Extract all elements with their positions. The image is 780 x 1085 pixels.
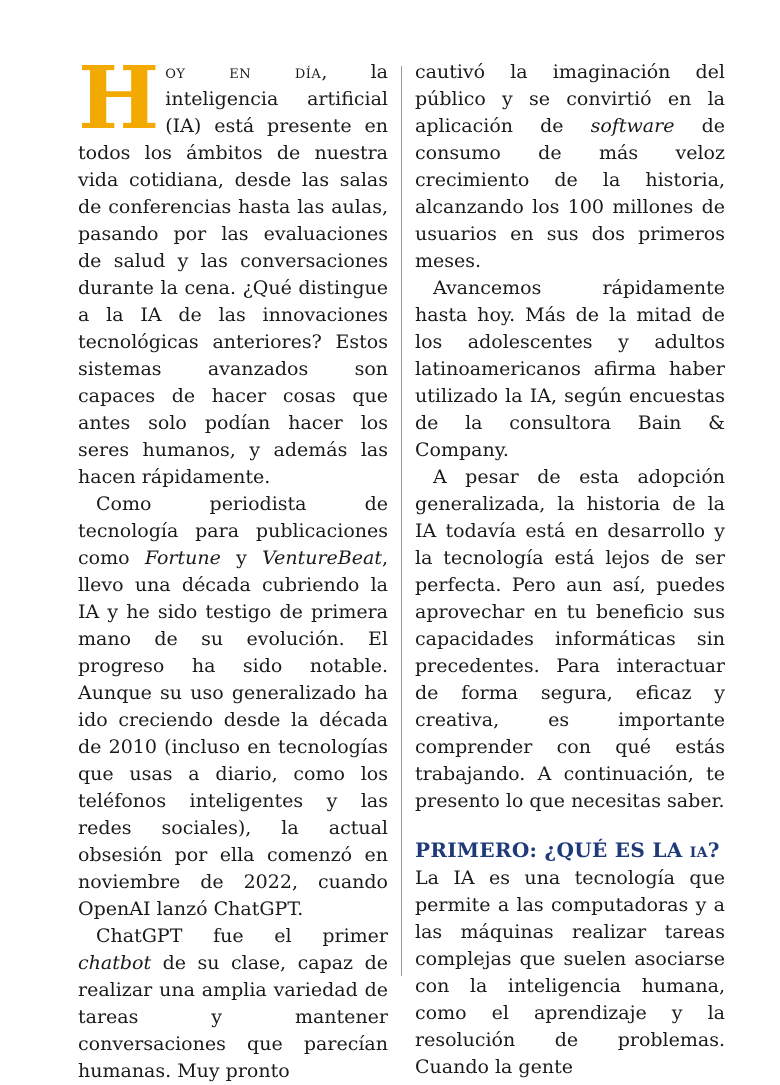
paragraph-text: cautivó la imaginación del público y se convirtió en la aplicación de xyxy=(415,61,725,137)
heading-text: ? xyxy=(707,838,720,862)
paragraph-text: ChatGPT fue el primer xyxy=(96,925,388,947)
italic-publication-fortune: Fortune xyxy=(144,547,221,569)
paragraph-continuation xyxy=(415,59,725,275)
paragraph-text: Como periodista de tecnología para publicaciones como xyxy=(78,493,388,569)
heading-smallcaps: ia xyxy=(689,838,708,862)
paragraph-text: y xyxy=(220,547,263,569)
paragraph-intro xyxy=(78,48,388,491)
paragraph-journalist xyxy=(78,491,388,923)
heading-text: PRIMERO: ¿QUÉ ES LA xyxy=(415,838,690,862)
paragraph-development: A pesar de esta adopción generalizada, la historia de la IA todavía está en desarrollo y la tecnología está lejos de ser perfecta. Pero aun así, puedes aprovechar en tu beneficio sus capacidades informáticas sin precedentes. Para interactuar de forma segura, eficaz y creativa, es importante comprender con qué estás trabajando. A continuación, te presento lo que necesitas saber. xyxy=(415,466,725,812)
italic-software: software xyxy=(590,115,675,137)
italic-chatbot: chatbot xyxy=(78,952,152,974)
column-divider xyxy=(401,66,402,976)
article-right-column xyxy=(415,59,725,1081)
paragraph-text: , llevo una década cubriendo la IA y he sido testigo de primera mano de su evolución. El progreso ha sido notable. Aunque su uso generalizado ha ido creciendo desde la década de 2010 (incluso en tecnologías que usas a diario, como los teléfonos inteligentes y las redes sociales), la actual obsesión por ella comenzó en noviembre de 2022, cuando OpenAI lanzó ChatGPT. xyxy=(78,547,388,920)
paragraph-chatgpt xyxy=(78,923,388,1085)
paragraph-definition: La IA es una tecnología que permite a las computadoras y a las máquinas realizar tareas complejas que suelen asociarse con la inteligencia humana, como el aprendizaje y la resolución de problemas. Cuando la gente xyxy=(415,867,725,1078)
lead-in-smallcaps: oy en día xyxy=(165,61,322,83)
paragraph-intro-text: , la inteligencia artificial (IA) está presente en todos los ámbitos de nuestra vida cotidiana, desde las salas de conferencias hasta las aulas, pasando por las evaluaciones de salud y las conversaciones durante la cena. ¿Qué distingue a la IA de las innovaciones tecnológicas anteriores? Estos sistemas avanzados son capaces de hacer cosas que antes solo podían hacer los seres humanos, y además las hacen rápidamente. xyxy=(78,61,388,488)
italic-publication-venturebeat: VentureBeat xyxy=(262,547,382,569)
article-left-column xyxy=(78,48,388,1085)
paragraph-adoption: Avancemos rápidamente hasta hoy. Más de la mitad de los adolescentes y adultos latinoamericanos afirma haber utilizado la IA, según encuestas de la consultora Bain & Company. xyxy=(415,277,725,461)
paragraph-text: de su clase, capaz de realizar una amplia variedad de tareas y mantener conversaciones que parecían humanas. Muy pronto xyxy=(78,952,388,1082)
section-heading xyxy=(415,835,725,865)
drop-cap: H xyxy=(78,48,160,149)
paragraph-text: de consumo de más veloz crecimiento de la historia, alcanzando los 100 millones de usuarios en sus dos primeros meses. xyxy=(415,115,725,272)
